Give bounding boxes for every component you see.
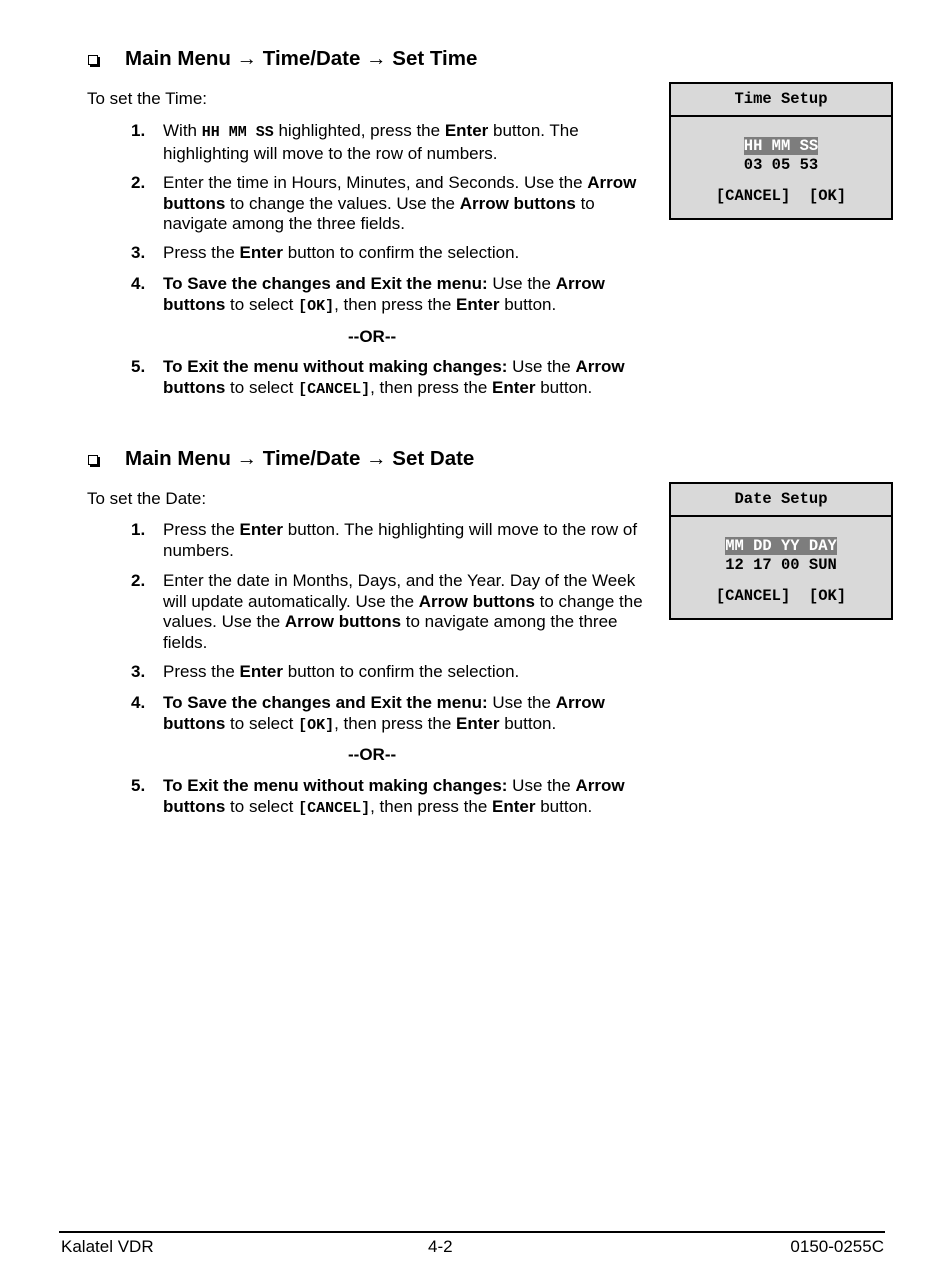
step-text: To Exit the menu without making changes: Use the Arrow buttons to select [CANCEL], then press the Enter button. bbox=[163, 776, 625, 817]
step-number: 1. bbox=[131, 121, 146, 140]
panel-title: Time Setup bbox=[671, 84, 891, 117]
step-text: To Save the changes and Exit the menu: Use the Arrow buttons to select [OK], then press the Enter button. bbox=[163, 274, 605, 315]
or-separator: --OR-- bbox=[348, 745, 397, 764]
step-number: 4. bbox=[131, 274, 146, 293]
section-heading: Main Menu → Time/Date → Set Date bbox=[125, 447, 475, 470]
step-number: 3. bbox=[131, 662, 146, 681]
step-text: Press the Enter button. The highlighting will move to the row of numbers. bbox=[163, 520, 638, 560]
step-text: To Save the changes and Exit the menu: Use the Arrow buttons to select [OK], then press the Enter button. bbox=[163, 693, 605, 734]
step-text: To Exit the menu without making changes: Use the Arrow buttons to select [CANCEL], then press the Enter button. bbox=[163, 357, 625, 398]
step-text: With HH MM SS highlighted, press the Enter button. The highlighting will move to the row of numbers. bbox=[163, 121, 579, 163]
ok-button[interactable]: [OK] bbox=[808, 587, 847, 605]
cancel-button[interactable]: [CANCEL] bbox=[715, 587, 791, 605]
cancel-button[interactable]: [CANCEL] bbox=[715, 187, 791, 205]
field-values[interactable]: 12 17 00 SUN bbox=[725, 556, 837, 574]
step-text: Enter the time in Hours, Minutes, and Seconds. Use the Arrow buttons to change the values. Use the Arrow buttons to navigate among the three fields. bbox=[163, 173, 637, 233]
footer-doc-number: 0150-0255C bbox=[790, 1237, 884, 1256]
section-intro: To set the Time: bbox=[87, 89, 207, 108]
footer-divider bbox=[59, 1231, 885, 1233]
field-header-highlight[interactable]: HH MM SS bbox=[743, 137, 819, 155]
step-text: Enter the date in Months, Days, and the Year. Day of the Week will update automatically. Use the Arrow buttons to change the values. Use the Arrow buttons to navigate among the three fields. bbox=[163, 571, 643, 652]
or-separator: --OR-- bbox=[348, 327, 397, 346]
step-text: Press the Enter button to confirm the selection. bbox=[163, 243, 520, 262]
section-heading: Main Menu → Time/Date → Set Time bbox=[125, 47, 478, 70]
step-text: Press the Enter button to confirm the selection. bbox=[163, 662, 520, 681]
time-setup-panel bbox=[669, 82, 893, 220]
step-number: 5. bbox=[131, 776, 146, 795]
ok-button[interactable]: [OK] bbox=[808, 187, 847, 205]
section-bullet-icon bbox=[88, 455, 98, 465]
section-intro: To set the Date: bbox=[87, 489, 207, 508]
step-number: 1. bbox=[131, 520, 146, 539]
field-values[interactable]: 03 05 53 bbox=[743, 156, 819, 174]
date-setup-panel bbox=[669, 482, 893, 620]
step-number: 2. bbox=[131, 571, 146, 590]
footer-left: Kalatel VDR bbox=[61, 1237, 154, 1256]
step-number: 3. bbox=[131, 243, 146, 262]
field-header-highlight[interactable]: MM DD YY DAY bbox=[725, 537, 837, 555]
step-number: 2. bbox=[131, 173, 146, 192]
section-bullet-icon bbox=[88, 55, 98, 65]
footer-page-number: 4-2 bbox=[428, 1237, 453, 1256]
panel-title: Date Setup bbox=[671, 484, 891, 517]
step-number: 4. bbox=[131, 693, 146, 712]
step-number: 5. bbox=[131, 357, 146, 376]
